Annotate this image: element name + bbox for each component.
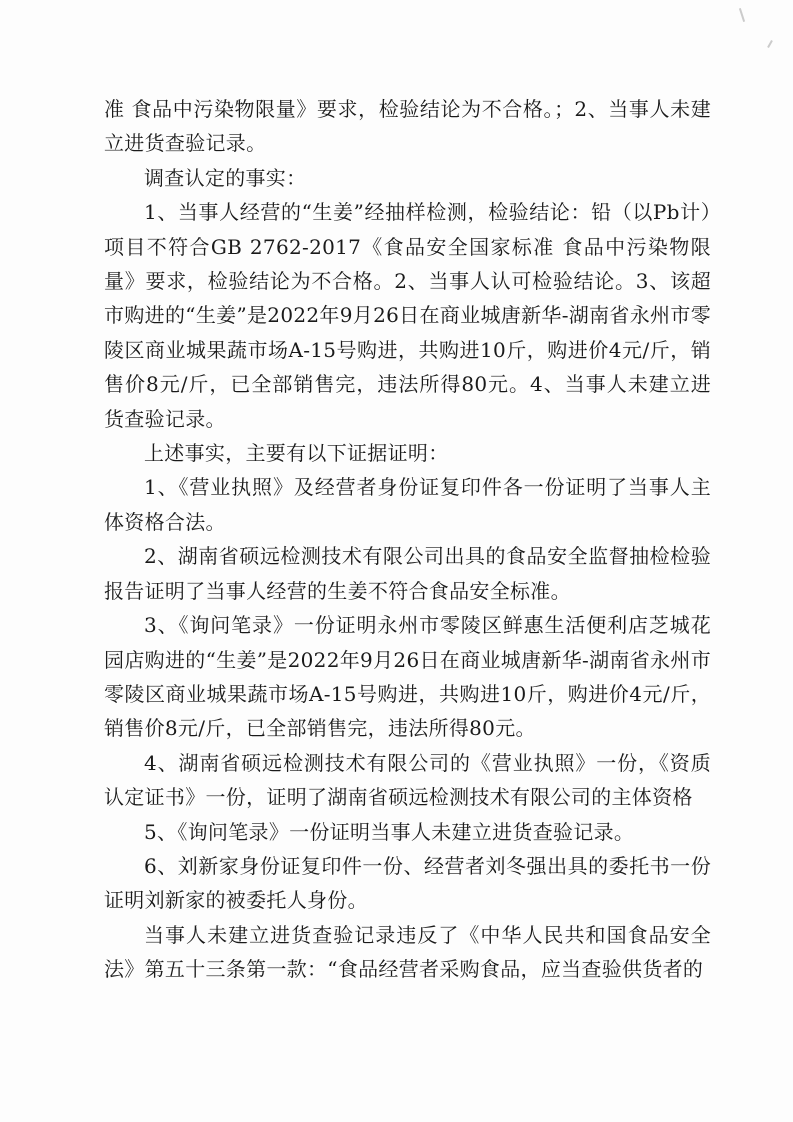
paragraph-violation: 当事人未建立进货查验记录违反了《中华人民共和国食品安全法》第五十三条第一款：“食品经营者采购食品，应当查验供货者的: [104, 922, 711, 982]
paragraph-facts: 1、当事人经营的“生姜”经抽样检测，检验结论：铅（以Pb计）项目不符合GB 2762-2017《食品安全国家标准 食品中污染物限量》要求，检验结论为不合格。2、当事人认可检验结论。3、该超市购进的“生姜”是2022年9月26日在商业城唐新华-湖南省永州市零陵区商业城果蔬市场A-15号购进，共购进10斤，购进价4元/斤，销售价8元/斤，已全部销售完，违法所得80元。4、当事人未建立进货查验记录。: [104, 200, 711, 431]
evidence-item-4: 4、湖南省硕远检测技术有限公司的《营业执照》一份，《资质认定证书》一份，证明了湖南省硕远检测技术有限公司的主体资格: [104, 750, 711, 810]
scan-mark: [739, 8, 745, 22]
scan-mark: [767, 40, 773, 48]
heading-facts: 调查认定的事实：: [144, 165, 307, 190]
evidence-item-2: 2、湖南省硕远检测技术有限公司出具的食品安全监督抽检检验报告证明了当事人经营的生姜不符合食品安全标准。: [104, 544, 711, 603]
evidence-item-1: 1、《营业执照》及经营者身份证复印件各一份证明了当事人主体资格合法。: [104, 475, 711, 534]
evidence-item-3: 3、《询问笔录》一份证明永州市零陵区鲜惠生活便利店芝城花园店购进的“生姜”是2022年9月26日在商业城唐新华-湖南省永州市零陵区商业城果蔬市场A-15号购进，共购进10斤，购进价4元/斤，销售价8元/斤，已全部销售完，违法所得80元。: [104, 613, 711, 741]
heading-evidence: 上述事实，主要有以下证据证明：: [144, 441, 449, 466]
evidence-item-5: 5、《询问笔录》一份证明当事人未建立进货查验记录。: [144, 819, 635, 844]
evidence-item-6: 6、刘新家身份证复印件一份、经营者刘冬强出具的委托书一份证明刘新家的被委托人身份。: [104, 853, 711, 913]
paragraph-continuation: 准 食品中污染物限量》要求，检验结论为不合格。；2、当事人未建立进货查验记录。: [104, 97, 711, 156]
